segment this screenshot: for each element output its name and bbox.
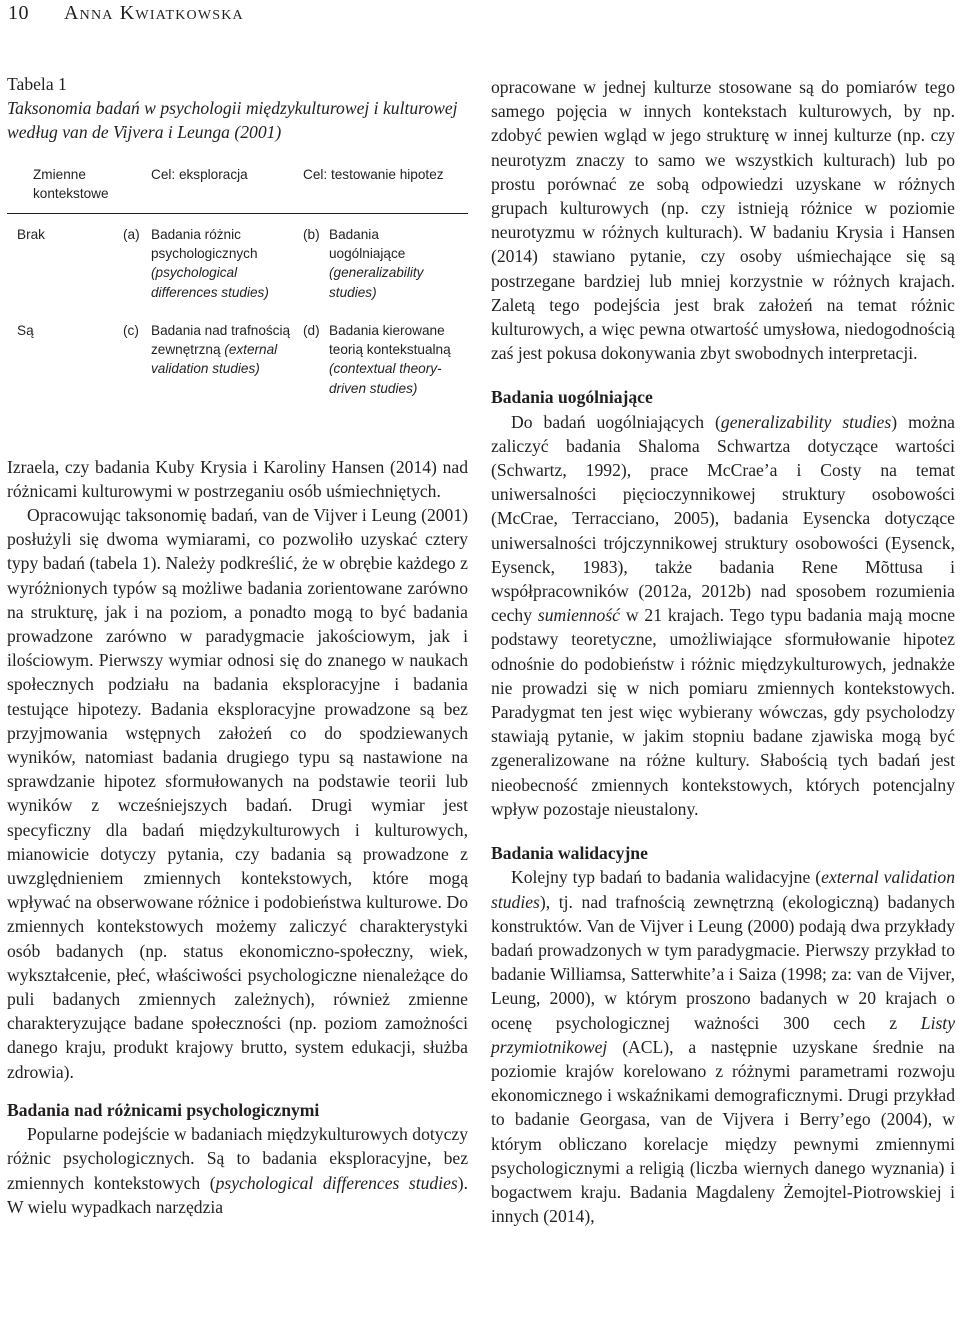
right-paragraph-2-c: w 21 krajach. Tego typu badania mają mocne podstawy teoretyczne, umożliwiające sformułowanie hipotez odnośnie do podobieństw i różnic międzykulturowych, jednakże nie prowadzi się w nich pomiaru zmiennych kontekstowych. Paradygmat ten jest więc wybierany wówczas, gdy psycholodzy stawiają pytanie, w jakim stopniu badane zjawiska mogą być zgeneralizowane na różne kultury. Słabością tych badań jest nieobecność zmiennych kontekstowych, których potencjalny wpływ pozostaje nieustalony. <box>491 605 956 819</box>
left-paragraph-1: Izraela, czy badania Kuby Krysia i Karoliny Hansen (2014) nad różnicami kulturowymi w postrzeganiu osób uśmiechniętych. <box>7 456 468 501</box>
heading-validation: Badania walidacyjne <box>491 843 648 864</box>
cell-b-english: (generalizability studies) <box>329 265 424 300</box>
left-paragraph-3 <box>7 1122 468 1219</box>
running-head-author: Anna Kwiatkowska <box>64 2 244 24</box>
table-title-text: Taksonomia badań w psychologii międzykulturowej i kulturowej według van de Vijvera i Leunga (2001) <box>7 98 458 143</box>
cell-d-text: Badania kierowane teorią kontekstualną <box>329 322 451 357</box>
cell-a <box>151 225 291 302</box>
left-column <box>7 72 468 1219</box>
table-title <box>7 96 468 144</box>
right-paragraph-3-c: (ACL), a następnie uzyskane średnie na poziomie krajów korelowano z różnymi parametrami rozwoju ekonomicznego i wskaźnikami demograficznymi. Drugi przykład to badanie Georgasa, van de Vijvera i Berry’ego (2004), w którym obliczano korelacje między pewnymi zmiennymi psychologicznymi a religią (liczba wiernych danego wyznania) i bogactwem kraju. Badania Magdaleny Żemojtel-Piotrowskiej i innych (2014), <box>491 1036 955 1227</box>
right-paragraph-2 <box>491 410 955 821</box>
cell-d-letter: (d) <box>303 322 320 338</box>
left-paragraph-3-italic: psychological differences studies <box>215 1172 458 1193</box>
right-paragraph-3-b: ), tj. nad trafnością zewnętrzną (ekologiczną) badanych konstruktów. Van de Vijver i Leung (2000) podają dwa przykłady badań prowadzonych w tym paradygmacie. Pierwszy przykład to badanie Williamsa, Satterwhite’a i Saiza (1998; za: van de Vijver, Leung, 2000), w którym proszono badanych w 20 krajach o ocenę psychologicznej ważności 300 cech z <box>491 891 955 1033</box>
left-paragraph-3-b: ). W wielu wypadkach narzędzia <box>7 1172 468 1217</box>
right-paragraph-2-italic-2: sumienność <box>537 605 620 626</box>
cell-d-english: (contextual theory-driven studies) <box>329 361 442 396</box>
row-label-none: Brak <box>17 226 45 242</box>
table-header-context: Zmienne kontekstowe <box>33 166 109 201</box>
cell-c-english: (external validation studies) <box>151 341 278 377</box>
cell-a-text: Badania różnic psychologicznych <box>151 226 258 261</box>
right-column <box>491 75 955 1228</box>
right-paragraph-1: opracowane w jednej kulturze stosowane są do pomiarów tego samego pojęcia w innych kontekstach kulturowych, by np. zdobyć pewien wgląd w jego strukturę w innej kulturze (np. czy neurotyzm znaczy to samo we wszystkich kulturach) lub po prostu porównać ze sobą odpowiedzi uzyskane w różnych grupach kulturowych (np. czy istnieją różnice w poziomie neurotyzmu w różnych kulturach). W badaniu Krysia i Hansen (2014) stawiano pytanie, czy osoby uśmiechające się są postrzegane bardziej lub mniej korzystnie w różnych krajach. Zaletą tego podejścia jest brak założeń na temat różnic kulturowych, a więc pewna otwartość umysłowa, niedogodnością zaś jest pokusa dokonywania zbyt swobodnych interpretacji. <box>491 77 955 364</box>
right-paragraph-3-a: Kolejny typ badań to badania walidacyjne ( <box>511 867 822 888</box>
right-paragraph-3-italic-2: Listy przymiotnikowej <box>491 1012 955 1057</box>
cell-c-text: Badania nad trafnością zewnętrzną <box>151 322 291 357</box>
taxonomy-table <box>7 159 468 435</box>
cell-c <box>151 321 291 379</box>
page-number: 10 <box>8 2 29 24</box>
heading-psychological-differences: Badania nad różnicami psychologicznymi <box>7 1099 320 1120</box>
cell-d <box>329 321 469 398</box>
running-head <box>8 0 244 26</box>
right-paragraph-2-a: Do badań uogólniających ( <box>511 411 721 432</box>
cell-a-english: (psychological differences studies) <box>151 265 269 300</box>
left-paragraph-3-a: Popularne podejście w badaniach międzykulturowych dotyczy różnic psychologicznych. Są to badania eksploracyjne, bez zmiennych kontekstowych ( <box>7 1124 468 1193</box>
right-paragraph-2-b: ) można zaliczyć badania Shaloma Schwartza dotyczące wartości (Schwartz, 1992), prace McCrae’a i Costy na temat uniwersalności pięcioczynnikowej struktury osobowości (McCrae, Terracciano, 2005), badania Eysencka dotyczące uniwersalności trójczynnikowej struktury osobowości (Eysenck, Eysenck, 1983), także badania Rene Mõttusa i współpracowników (2012a, 2012b) nad sposobem rozumienia cechy <box>491 411 955 626</box>
table-header-hypothesis: Cel: testowanie hipotez <box>303 166 444 182</box>
cell-b-text: Badania uogólniające <box>329 226 406 261</box>
cell-a-letter: (a) <box>123 226 140 242</box>
cell-b-letter: (b) <box>303 226 320 242</box>
left-paragraph-2 <box>7 503 468 1084</box>
right-paragraph-2-italic: generalizability studies <box>720 411 892 432</box>
left-paragraph-2-text: Opracowując taksonomię badań, van de Vijver i Leung (2001) posłużyli się dwoma wymiarami, co pozwoliło uzyskać cztery typy badań (tabela 1). Należy podkreślić, że w obrębie każdego z wyróżnionych typów są możliwe badania zorientowane zarówno na strukturę, jak i na poziom, a ponadto mogą to być badania prowadzone zarówno w paradygmacie jakościowym, jak i ilościowym. Pierwszy wymiar odnosi się do znanego w naukach społecznych podziału na badania eksploracyjne i badania testujące hipotezy. Badania eksploracyjne prowadzone są bez przyjmowania wstępnych założeń co do spodziewanych wyników, natomiast badania drugiego typu są nastawione na sprawdzanie hipotez sformułowanych na podstawie teorii lub wyników z wcześniejszych badań. Drugi wymiar jest specyficzny dla badań międzykulturowych i kulturowych, mianowicie dotyczy pytania, czy badania są prowadzone z uwzględnieniem zmiennych kontekstowych, które mogą wpływać na obserwowane różnice i podobieństwa kulturowe. Do zmiennych kontekstowych możemy zaliczyć charakterystyki osób badanych (np. status ekonomiczno-społeczny, wiek, wykształcenie, płeć, właściwości psychologiczne nienależące do puli badanych zmiennych zależnych), również zmienne charakteryzujące badane społeczności (np. poziom zamożności danego kraju, produkt krajowy brutto, system edukacji, służba zdrowia). <box>7 505 468 1082</box>
right-paragraph-3-italic: external validation studies <box>491 867 956 912</box>
right-paragraph-3 <box>491 865 955 1228</box>
cell-b <box>329 225 449 302</box>
table-header-exploration: Cel: eksploracja <box>151 166 248 182</box>
cell-c-letter: (c) <box>123 322 139 338</box>
table-label: Tabela 1 <box>7 74 67 94</box>
heading-generalizability: Badania uogólniające <box>491 387 653 408</box>
row-label-present: Są <box>17 322 34 338</box>
table-header-row <box>7 159 468 214</box>
